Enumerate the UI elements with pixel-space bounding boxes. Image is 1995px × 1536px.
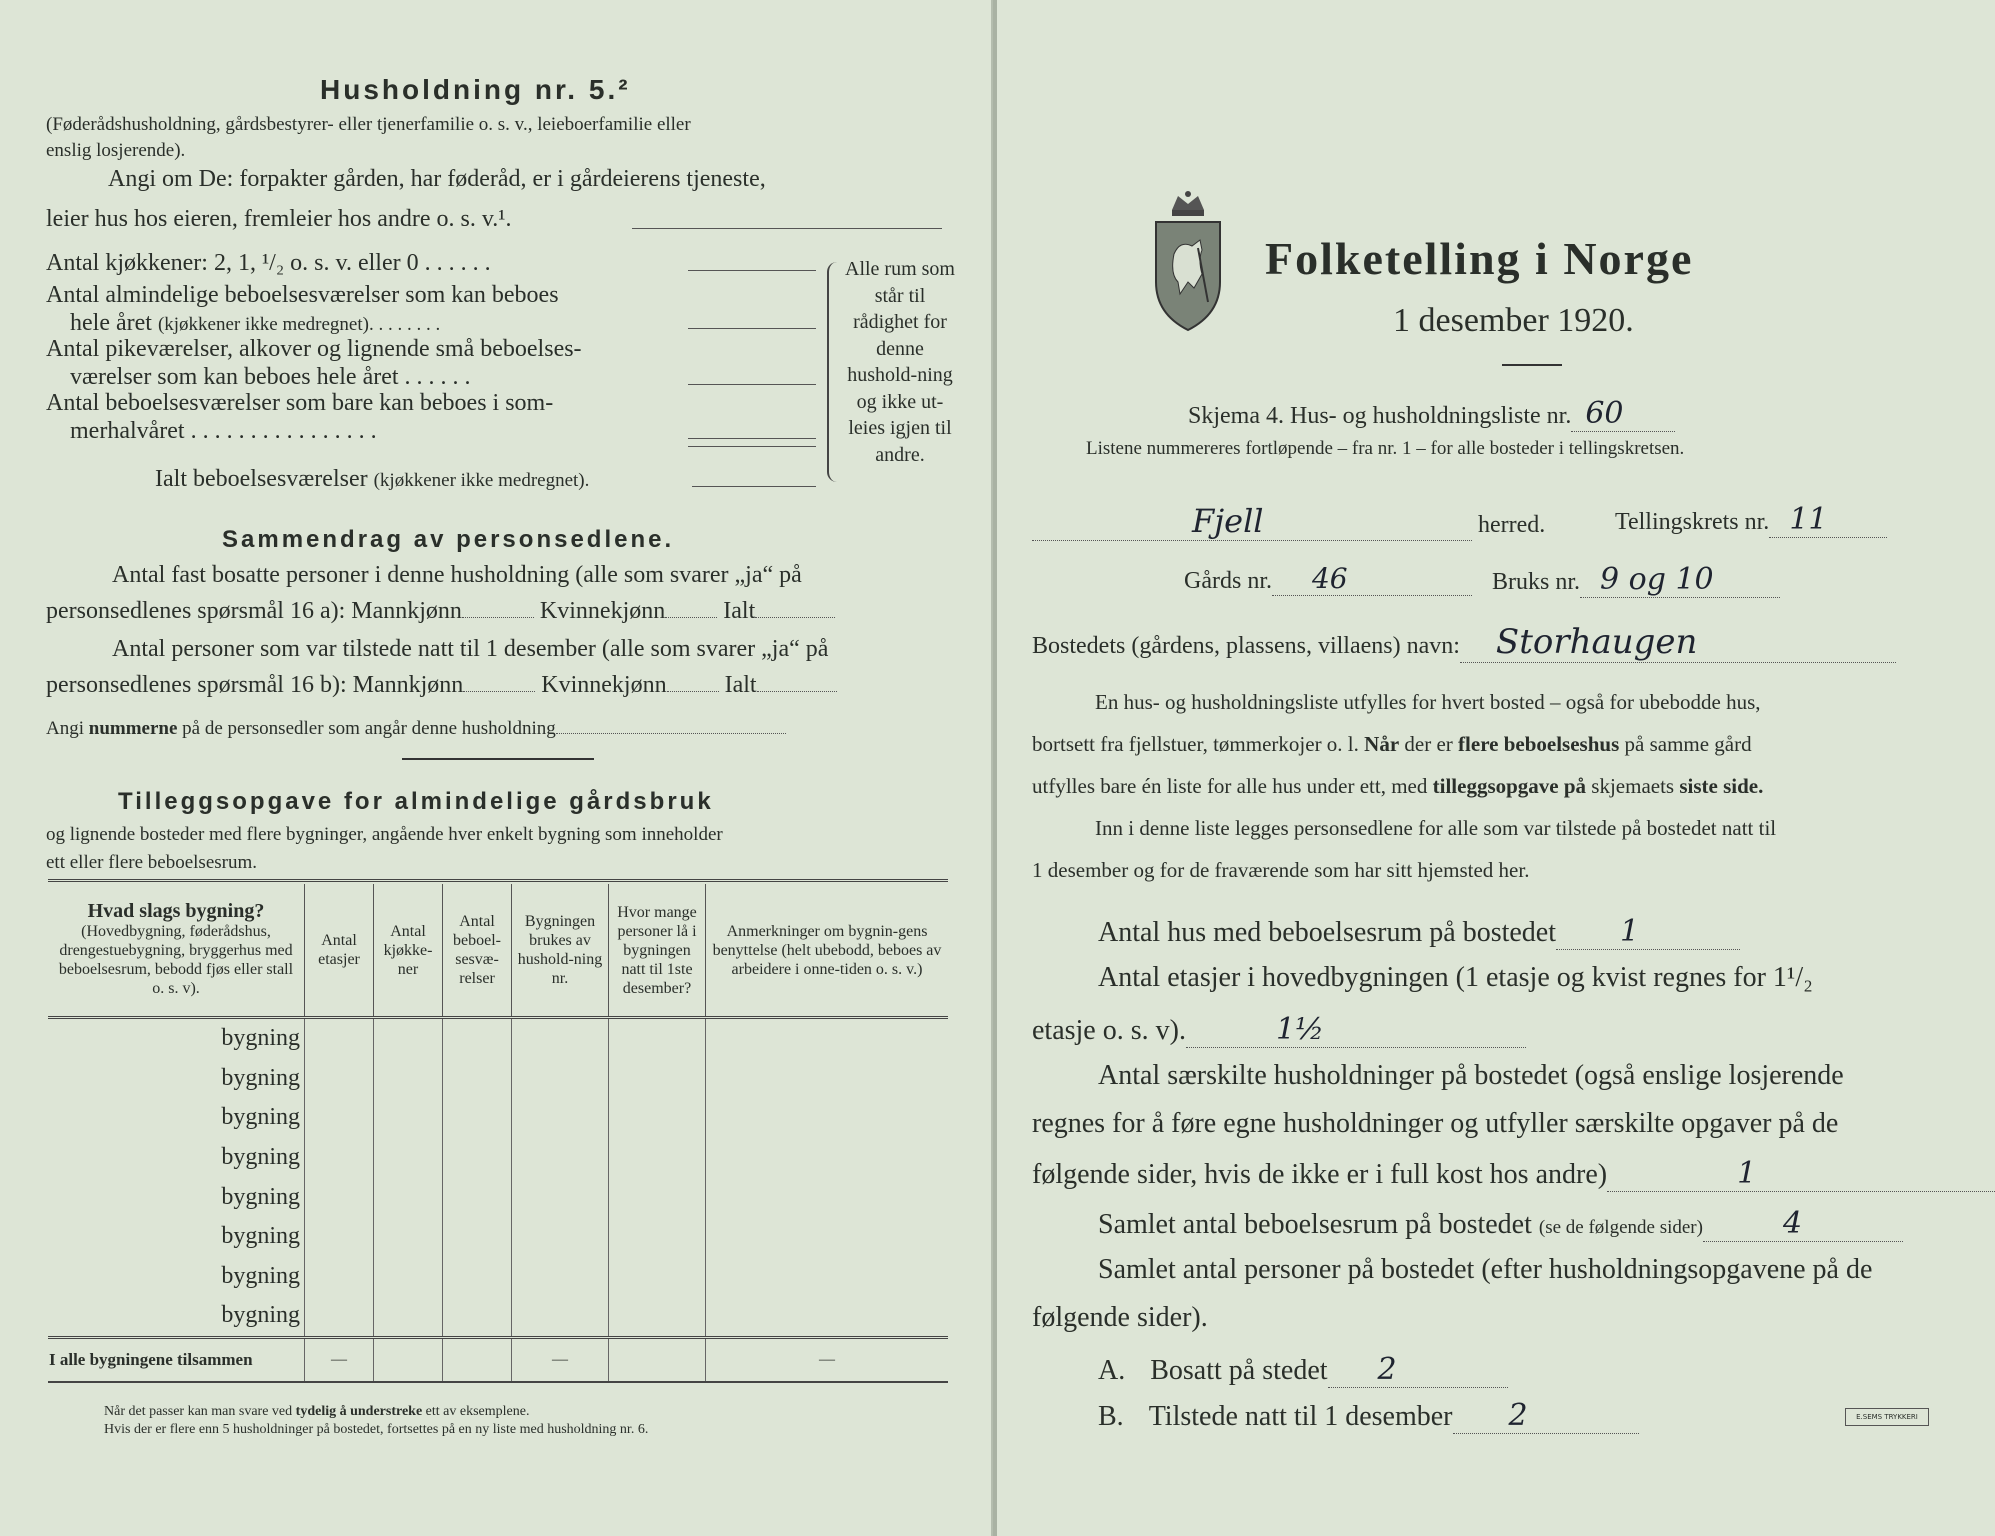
pike-label-2: værelser som kan beboes hele året . . . . . .: [70, 364, 471, 390]
tillegg-subtitle-2: ett eller flere beboelsesrum.: [46, 852, 258, 873]
sidenote-text: Alle rum som står til rådighet for denne hushold-ning og ikke ut-leies igjen til andre.: [845, 258, 955, 466]
instruction-3c: skjemaets: [1586, 774, 1680, 798]
building-type-cell[interactable]: bygning: [221, 1144, 300, 1171]
hus-label: Antal hus med beboelsesrum på bostedet: [1098, 917, 1557, 948]
table-cell[interactable]: [374, 1018, 443, 1059]
table-cell[interactable]: [443, 1098, 512, 1138]
instruction-5: 1 desember og for de fraværende som har sitt hjemsted her.: [1032, 858, 1530, 882]
table-row: [48, 1296, 948, 1337]
table-cell[interactable]: [374, 1217, 443, 1257]
col-husholdning-nr: Bygningen brukes av hushold-ning nr.: [512, 884, 609, 1018]
fast-bosatte-line-1: Antal fast bosatte personer i denne husholdning (alle som svarer „ja“ på: [112, 562, 802, 588]
col-beboelsesvaerelser: Antal beboel-sesvæ-relser: [443, 884, 512, 1018]
building-table: [48, 884, 948, 1381]
hus-value[interactable]: 1: [1556, 914, 1740, 950]
table-cell[interactable]: [305, 1018, 374, 1059]
table-cell[interactable]: [706, 1018, 949, 1059]
instruction-3b: tilleggsopgave på: [1432, 774, 1587, 798]
table-cell[interactable]: [706, 1138, 949, 1178]
table-cell[interactable]: [305, 1177, 374, 1217]
table-cell[interactable]: [443, 1296, 512, 1337]
angi-om-line-2: leier hus hos eieren, fremleier hos andre o. s. v.¹.: [46, 206, 512, 232]
left-page: [0, 0, 993, 1536]
table-cell[interactable]: [706, 1059, 949, 1099]
saerskilte-value[interactable]: 1: [1607, 1156, 1995, 1192]
fast-ialt-label: Ialt: [723, 598, 756, 624]
table-cell[interactable]: [305, 1296, 374, 1337]
bosted-label: Bostedets (gårdens, plassens, villaens) navn:: [1032, 633, 1460, 659]
herred-value[interactable]: Fjell: [1032, 502, 1472, 541]
gards-label: Gårds nr.: [1184, 568, 1272, 594]
building-type-cell[interactable]: bygning: [221, 1262, 300, 1289]
tilstede-ialt-field[interactable]: [757, 691, 837, 692]
col-hvad-slags-title: Hvad slags bygning?: [87, 900, 265, 922]
table-bottom-rule: [48, 1381, 948, 1383]
table-row: [48, 1098, 948, 1138]
saerskilte-line-1: Antal særskilte husholdninger på bostedet (også enslige losjerende: [1098, 1060, 1844, 1091]
footnote-2: Hvis der er flere enn 5 husholdninger på bostedet, fortsettes på en ny liste med husholdning nr. 6.: [104, 1422, 649, 1437]
col-hvad-slags-sub: (Hovedbygning, føderådshus, drengestuebygning, bryggerhus med beboelsesrum, bebodd fjøs eller stall o. s. v).: [58, 923, 294, 997]
husholdning-subtitle-1: (Føderådshusholdning, gårdsbestyrer- eller tjenerfamilie o. s. v., leieboerfamilie eller: [46, 114, 691, 135]
table-cell[interactable]: [706, 1217, 949, 1257]
herred-label: herred.: [1478, 512, 1546, 538]
total-cell[interactable]: —: [305, 1337, 374, 1381]
bruks-label: Bruks nr.: [1492, 569, 1581, 595]
bosatt-letter: A.: [1098, 1355, 1126, 1386]
printer-stamp: E.SEMS TRYKKERI: [1845, 1408, 1929, 1426]
kjokkener-answer-line[interactable]: [688, 270, 816, 271]
table-row: [48, 1257, 948, 1297]
instruction-3a: utfylles bare én liste for alle hus under ett, med: [1032, 774, 1433, 798]
table-cell[interactable]: [512, 1098, 609, 1138]
building-type-cell[interactable]: bygning: [221, 1302, 300, 1329]
sidenote-brace: [827, 262, 843, 482]
husholdning-subtitle-2: enslig losjerende).: [46, 140, 186, 161]
nummerne-suffix: på de personsedler som angår denne husholdning: [177, 718, 556, 739]
table-cell[interactable]: [374, 1059, 443, 1099]
footnote-1-suffix: ett av eksemplene.: [422, 1404, 530, 1419]
building-type-cell[interactable]: bygning: [221, 1183, 300, 1210]
table-cell[interactable]: [512, 1296, 609, 1337]
ialt-rooms-label: Ialt beboelsesværelser: [155, 466, 368, 492]
fast-kvinnekjonn-field[interactable]: [665, 617, 717, 618]
table-cell[interactable]: [443, 1217, 512, 1257]
table-row: [48, 1059, 948, 1099]
table-cell[interactable]: [374, 1296, 443, 1337]
tilstede-mannkjonn-label: personsedlenes spørsmål 16 b): Mannkjønn: [46, 672, 464, 698]
instruction-2c: der er: [1399, 732, 1459, 756]
tillegg-subtitle-1: og lignende bosteder med flere bygninger, angående hver enkelt bygning som inneholder: [46, 824, 723, 845]
table-cell[interactable]: [374, 1138, 443, 1178]
building-type-cell[interactable]: bygning: [221, 1064, 300, 1091]
sommer-label-1: Antal beboelsesværelser som bare kan beboes i som-: [46, 390, 554, 416]
skjema-value[interactable]: 60: [1571, 396, 1675, 432]
footnote-1-prefix: Når det passer kan man svare ved: [104, 1404, 296, 1419]
table-cell[interactable]: [443, 1138, 512, 1178]
tilstede-label: Tilstede natt til 1 desember: [1148, 1401, 1453, 1432]
etasjer-line-2: etasje o. s. v).: [1032, 1015, 1186, 1046]
alm-rooms-answer-line[interactable]: [688, 328, 816, 329]
ialt-rooms-answer-line[interactable]: [692, 486, 816, 487]
sommer-answer-line[interactable]: [688, 438, 816, 439]
alm-rooms-label-2-small: (kjøkkener ikke medregnet). . . . . . . .: [157, 314, 441, 335]
nummerne-bold: nummerne: [88, 718, 178, 739]
tilstede-kvinnekjonn-label: Kvinnekjønn: [541, 672, 667, 698]
table-cell[interactable]: [609, 1098, 706, 1138]
instruction-4: Inn i denne liste legges personsedlene for alle som var tilstede på bostedet natt til: [1095, 816, 1777, 840]
document-title: Folketelling i Norge: [1265, 233, 1694, 284]
kjokkener-label: Antal kjøkkener: 2, 1, ¹/₂ o. s. v. eller 0 . . . . . .: [46, 250, 491, 276]
instruction-3d: siste side.: [1679, 774, 1764, 798]
alm-rooms-label-2: hele året: [70, 310, 152, 336]
tilstede-line-1: Antal personer som var tilstede natt til 1 desember (alle som svarer „ja“ på: [112, 636, 829, 662]
skjema-label: Skjema 4. Hus- og husholdningsliste nr.: [1188, 403, 1572, 429]
samlet-personer-line-1: Samlet antal personer på bostedet (efter husholdningsopgavene på de: [1098, 1254, 1873, 1285]
table-row: [48, 1177, 948, 1217]
alm-rooms-label-1: Antal almindelige beboelsesværelser som kan beboes: [46, 282, 559, 308]
table-cell[interactable]: [512, 1018, 609, 1059]
samlet-rum-label: Samlet antal beboelsesrum på bostedet: [1098, 1209, 1532, 1240]
ialt-rooms-small: (kjøkkener ikke medregnet).: [373, 470, 590, 491]
tellingskrets-value[interactable]: 11: [1769, 502, 1887, 538]
instruction-2b: Når: [1364, 732, 1400, 756]
title-rule: [1502, 364, 1562, 366]
table-cell[interactable]: [305, 1217, 374, 1257]
saerskilte-line-2: regnes for å føre egne husholdninger og utfyller særskilte opgaver på de: [1032, 1108, 1839, 1139]
table-body: [48, 1018, 948, 1381]
samlet-rum-small: (se de følgende sider): [1538, 1217, 1703, 1238]
table-row: [48, 1138, 948, 1178]
fast-mannkjonn-label: personsedlenes spørsmål 16 a): Mannkjønn: [46, 598, 462, 624]
table-cell[interactable]: [305, 1257, 374, 1297]
tilstede-letter: B.: [1098, 1401, 1124, 1432]
sammendrag-title: Sammendrag av personsedlene.: [222, 526, 675, 553]
bosatt-label: Bosatt på stedet: [1150, 1355, 1328, 1386]
table-cell[interactable]: [374, 1177, 443, 1217]
col-personer: Hvor mange personer lå i bygningen natt til 1ste desember?: [609, 884, 706, 1018]
table-top-rule: [48, 879, 948, 882]
saerskilte-line-3: følgende sider, hvis de ikke er i full kost hos andre): [1032, 1159, 1608, 1190]
footnote-1-bold: tydelig å understreke: [295, 1404, 423, 1419]
total-cell[interactable]: —: [512, 1337, 609, 1381]
tilstede-value[interactable]: 2: [1453, 1398, 1639, 1434]
etasjer-value[interactable]: 1½: [1186, 1012, 1526, 1048]
table-cell[interactable]: [305, 1098, 374, 1138]
instruction-2a: bortsett fra fjellstuer, tømmerkojer o. l.: [1032, 732, 1365, 756]
tillegg-title: Tilleggsopgave for almindelige gårdsbruk: [118, 788, 714, 815]
sommer-label-2: merhalvåret . . . . . . . . . . . . . . . .: [70, 418, 377, 444]
building-type-cell[interactable]: bygning: [221, 1104, 300, 1131]
table-cell[interactable]: [443, 1018, 512, 1059]
bosted-value[interactable]: Storhaugen: [1460, 622, 1896, 663]
table-cell[interactable]: [374, 1098, 443, 1138]
table-cell[interactable]: [706, 1098, 949, 1138]
table-cell[interactable]: [443, 1059, 512, 1099]
table-cell[interactable]: [512, 1059, 609, 1099]
bruks-value[interactable]: 9 og 10: [1580, 562, 1780, 598]
building-type-cell[interactable]: bygning: [221, 1223, 300, 1250]
table-cell[interactable]: [706, 1177, 949, 1217]
etasjer-line-1: Antal etasjer i hovedbygningen (1 etasje og kvist regnes for 1¹/₂: [1098, 962, 1813, 993]
instruction-1: En hus- og husholdningsliste utfylles for hvert bosted – også for ubebodde hus,: [1095, 690, 1761, 714]
table-row: [48, 1018, 948, 1059]
table-row: [48, 1217, 948, 1257]
tellingskrets-label: Tellingskrets nr.: [1615, 509, 1770, 535]
nummerne-prefix: Angi: [46, 718, 89, 739]
table-cell[interactable]: [609, 1018, 706, 1059]
fast-kvinnekjonn-label: Kvinnekjønn: [539, 598, 666, 624]
tilstede-ialt-label: Ialt: [724, 672, 757, 698]
total-cell[interactable]: [374, 1337, 443, 1381]
table-cell[interactable]: [609, 1217, 706, 1257]
table-cell[interactable]: [443, 1257, 512, 1297]
total-cell[interactable]: [609, 1337, 706, 1381]
fast-mannkjonn-field[interactable]: [462, 617, 534, 618]
angi-om-line-1: Angi om De: forpakter gården, har føderåd, er i gårdeierens tjeneste,: [108, 166, 766, 192]
sommer-sum-rule: [688, 446, 816, 447]
table-cell[interactable]: [443, 1177, 512, 1217]
fast-ialt-field[interactable]: [755, 617, 835, 618]
tilstede-mannkjonn-field[interactable]: [463, 691, 535, 692]
col-hvad-slags: [48, 884, 305, 1018]
norwegian-coat-of-arms-icon: [1150, 190, 1226, 340]
table-cell[interactable]: [305, 1138, 374, 1178]
col-etasjer: Antal etasjer: [305, 884, 374, 1018]
table-cell[interactable]: [512, 1177, 609, 1217]
document-date: 1 desember 1920.: [1393, 302, 1634, 339]
table-cell[interactable]: [609, 1059, 706, 1099]
table-cell[interactable]: [609, 1296, 706, 1337]
table-cell[interactable]: [609, 1177, 706, 1217]
table-cell[interactable]: [706, 1257, 949, 1297]
pike-label-1: Antal pikeværelser, alkover og lignende små beboelses-: [46, 336, 582, 362]
table-cell[interactable]: [512, 1138, 609, 1178]
table-cell[interactable]: [706, 1296, 949, 1337]
table-cell[interactable]: [305, 1059, 374, 1099]
table-cell[interactable]: [374, 1257, 443, 1297]
bosatt-value[interactable]: 2: [1328, 1352, 1508, 1388]
table-cell[interactable]: [512, 1217, 609, 1257]
table-total-row: [48, 1337, 948, 1381]
table-cell[interactable]: [609, 1138, 706, 1178]
husholdning-title: Husholdning nr. 5.²: [320, 74, 631, 105]
col-anmerkninger: Anmerkninger om bygnin-gens benyttelse (helt ubebodd, beboes av arbeidere i onne-tiden o. s. v.): [706, 884, 949, 1018]
total-cell[interactable]: —: [706, 1337, 949, 1381]
table-cell[interactable]: [609, 1257, 706, 1297]
nummerne-field[interactable]: [556, 733, 786, 734]
total-label: I alle bygningene tilsammen: [48, 1337, 305, 1381]
tilstede-kvinnekjonn-field[interactable]: [667, 691, 719, 692]
table-header-row: [48, 884, 948, 1018]
pike-answer-line[interactable]: [688, 384, 816, 385]
listene-instruction: Listene nummereres fortløpende – fra nr. 1 – for alle bosteder i tellingskretsen.: [1086, 438, 1685, 459]
instruction-2d: flere beboelseshus: [1458, 732, 1620, 756]
angi-om-answer-line[interactable]: [632, 228, 942, 229]
gards-value[interactable]: 46: [1272, 562, 1472, 596]
samlet-rum-value[interactable]: 4: [1703, 1206, 1903, 1242]
samlet-personer-line-2: følgende sider).: [1032, 1302, 1208, 1333]
building-type-cell[interactable]: bygning: [221, 1025, 300, 1052]
table-cell[interactable]: [512, 1257, 609, 1297]
instruction-2e: på samme gård: [1619, 732, 1752, 756]
col-kjokkener: Antal kjøkke-ner: [374, 884, 443, 1018]
section-divider: [402, 758, 594, 760]
total-cell[interactable]: [443, 1337, 512, 1381]
